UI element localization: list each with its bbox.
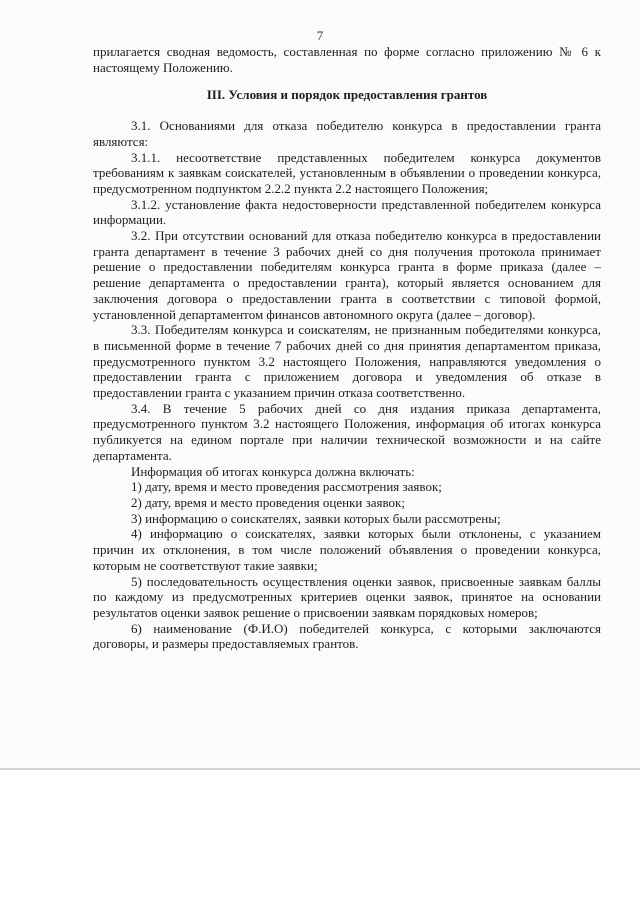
list-item-6: 6) наименование (Ф.И.О) победителей конкурса, с которыми заключаются договоры, и размеры предоставляемых грантов. — [93, 620, 601, 652]
document-body — [93, 44, 601, 652]
paragraph-3-1-2: 3.1.2. установление факта недостоверности представленной победителем конкурса информации. — [93, 196, 601, 228]
list-item-5: 5) последовательность осуществления оценки заявок, присвоенные заявкам баллы по каждому из предусмотренных критериев оценки заявок, принятое на основании результатов оценки заявок решение о присвоении заявкам порядковых номеров; — [93, 573, 601, 620]
list-item-2: 2) дату, время и место проведения оценки заявок; — [131, 494, 405, 510]
list-item-1: 1) дату, время и место проведения рассмотрения заявок; — [131, 479, 442, 495]
list-item-3: 3) информацию о соискателях, заявки которых были рассмотрены; — [131, 510, 501, 526]
results-info-lead: Информация об итогах конкурса должна включать: — [131, 463, 415, 479]
paragraph-3-1-1: 3.1.1. несоответствие представленных победителем конкурса документов требованиям к заявкам соискателей, установленным в объявлении о проведении конкурса, предусмотренном подпунктом 2.2.2 пункта 2.2 настоящего Положения; — [93, 149, 601, 196]
paragraph-3-1: 3.1. Основаниями для отказа победителю конкурса в предоставлении гранта являются: — [93, 118, 601, 149]
paragraph-3-4: 3.4. В течение 5 рабочих дней со дня издания приказа департамента, предусмотренного пунктом 3.2 настоящего Положения, информация об итогах конкурса публикуется на едином портале при наличии технической возможности и на сайте департамента. — [93, 400, 601, 463]
list-item-4: 4) информацию о соискателях, заявки которых были отклонены, с указанием причин их отклонения, в том числе положений объявления о проведении конкурса, которым не соответствуют такие заявки; — [93, 526, 601, 573]
paragraph-3-2: 3.2. При отсутствии оснований для отказа победителю конкурса в предоставлении гранта департамент в течение 3 рабочих дней со дня получения протокола принимает решение о предоставлении победителям конкурса гранта в форме приказа (далее – решение департамента о предоставлении гранта), который является основанием для заключения договора о предоставлении гранта в соответствии с типовой формой, установленной департаментом финансов автономного округа (далее – договор). — [93, 228, 601, 322]
section-title: III. Условия и порядок предоставления грантов — [206, 87, 488, 103]
page-number: 7 — [316, 28, 324, 43]
intro-paragraph: прилагается сводная ведомость, составленная по форме согласно приложению № 6 к настоящему Положению. — [93, 44, 601, 75]
paragraph-3-3: 3.3. Победителям конкурса и соискателям, не признанным победителями конкурса, в письменной форме в течение 7 рабочих дней со дня принятия департаментом приказа, предусмотренного пунктом 3.2 настоящего Положения, направляются уведомления о предоставлении гранта с приложением договора и уведомления об отказе в предоставлении гранта с указанием причин отказа соответственно. — [93, 322, 601, 401]
